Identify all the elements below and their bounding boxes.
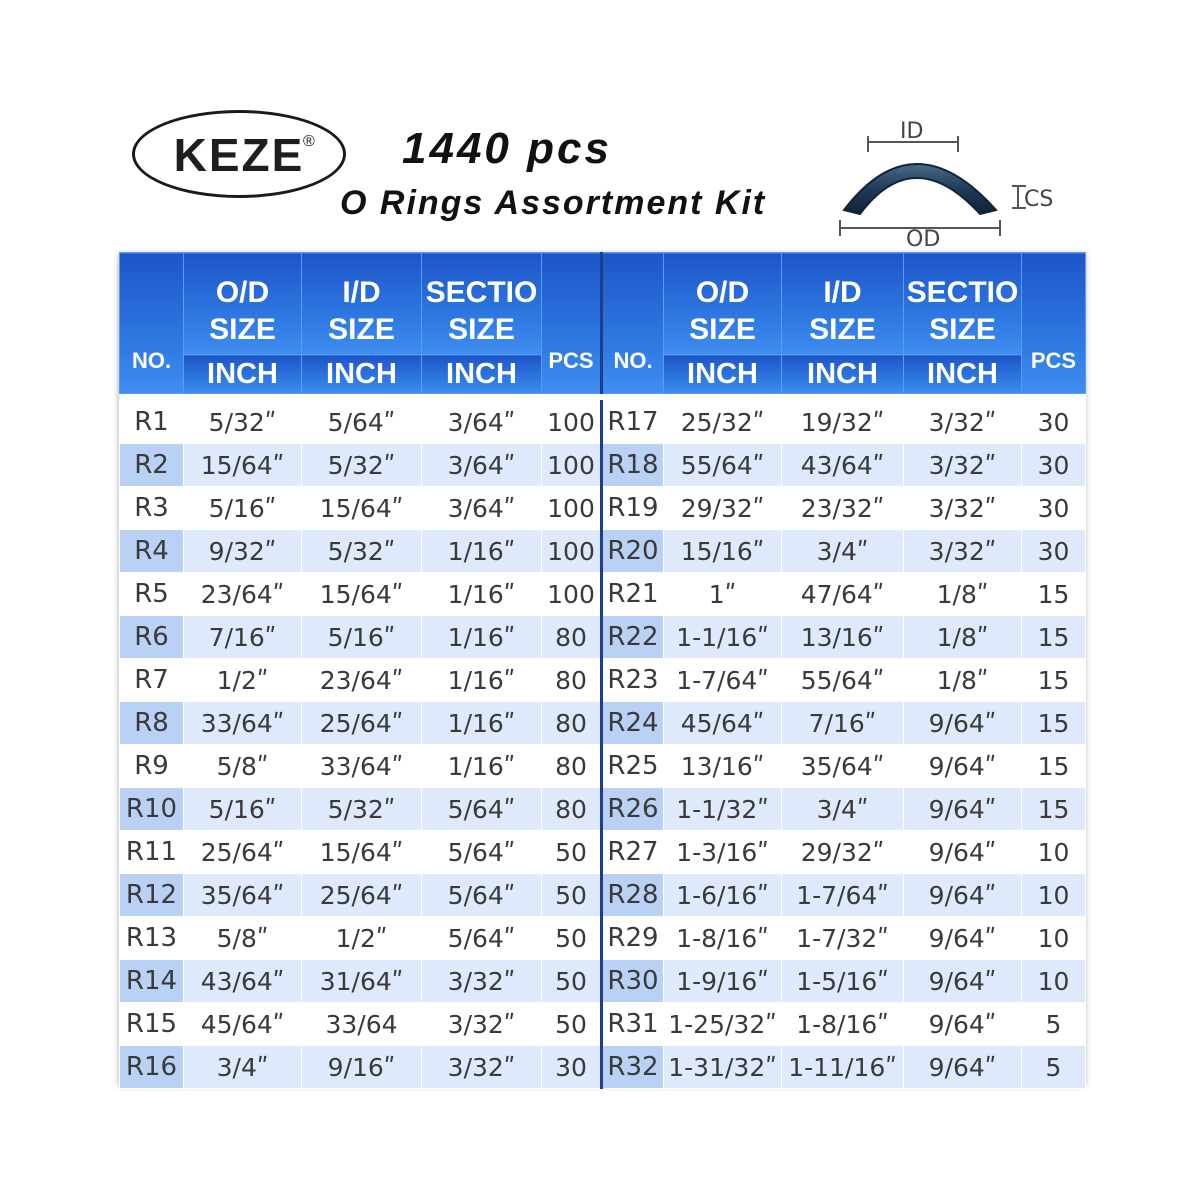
col-od-header-right: O/D SIZE	[664, 253, 782, 355]
piece-qty-cell: 30	[542, 1046, 602, 1089]
piece-qty-cell: 15	[1022, 788, 1086, 831]
ring-number-cell: R24	[602, 702, 664, 745]
unit-label: INCH	[302, 355, 422, 394]
section-size-cell: 3/32ʺ	[422, 1003, 542, 1046]
ring-number-cell: R6	[120, 616, 184, 659]
unit-label: INCH	[664, 355, 782, 394]
od-size-cell: 1-3/16ʺ	[664, 831, 782, 874]
table-row	[120, 1046, 1086, 1089]
id-size-cell: 5/32ʺ	[302, 444, 422, 487]
piece-qty-cell: 10	[1022, 831, 1086, 874]
piece-qty-cell: 30	[1022, 401, 1086, 444]
od-size-cell: 1ʺ	[664, 573, 782, 616]
id-size-cell: 23/64ʺ	[302, 659, 422, 702]
section-size-cell: 1/16ʺ	[422, 659, 542, 702]
od-size-cell: 25/64ʺ	[184, 831, 302, 874]
table-row	[120, 874, 1086, 917]
table-row	[120, 917, 1086, 960]
section-size-cell: 3/32ʺ	[904, 444, 1022, 487]
col-od-header: O/D SIZE	[184, 253, 302, 355]
od-size-cell: 55/64ʺ	[664, 444, 782, 487]
table-row	[120, 788, 1086, 831]
section-size-cell: 5/64ʺ	[422, 917, 542, 960]
piece-qty-cell: 10	[1022, 960, 1086, 1003]
od-size-cell: 1-9/16ʺ	[664, 960, 782, 1003]
piece-qty-cell: 80	[542, 659, 602, 702]
piece-qty-cell: 50	[542, 917, 602, 960]
ring-number-cell: R2	[120, 444, 184, 487]
brand-name: KEZE	[173, 129, 305, 181]
od-size-cell: 3/4ʺ	[184, 1046, 302, 1089]
ring-number-cell: R29	[602, 917, 664, 960]
col-id-header-right: I/D SIZE	[782, 253, 904, 355]
od-size-cell: 5/8ʺ	[184, 745, 302, 788]
piece-qty-cell: 15	[1022, 616, 1086, 659]
ring-number-cell: R15	[120, 1003, 184, 1046]
piece-count: 1440 pcs	[402, 124, 612, 173]
piece-qty-cell: 15	[1022, 702, 1086, 745]
o-ring-size-table	[119, 252, 1085, 1084]
id-size-cell: 5/16ʺ	[302, 616, 422, 659]
unit-label: INCH	[904, 355, 1022, 394]
id-size-cell: 33/64	[302, 1003, 422, 1046]
ring-number-cell: R14	[120, 960, 184, 1003]
section-size-cell: 5/64ʺ	[422, 788, 542, 831]
section-size-cell: 5/64ʺ	[422, 831, 542, 874]
ring-number-cell: R32	[602, 1046, 664, 1089]
od-size-cell: 25/32ʺ	[664, 401, 782, 444]
piece-qty-cell: 80	[542, 745, 602, 788]
ring-number-cell: R17	[602, 401, 664, 444]
piece-qty-cell: 5	[1022, 1003, 1086, 1046]
piece-qty-cell: 5	[1022, 1046, 1086, 1089]
table-row	[120, 530, 1086, 573]
section-size-cell: 1/8ʺ	[904, 573, 1022, 616]
table-row	[120, 831, 1086, 874]
ring-number-cell: R1	[120, 401, 184, 444]
od-size-cell: 1-6/16ʺ	[664, 874, 782, 917]
id-label: ID	[900, 119, 924, 144]
ring-number-cell: R16	[120, 1046, 184, 1089]
o-ring-arc	[844, 164, 996, 214]
id-size-cell: 29/32ʺ	[782, 831, 904, 874]
id-size-cell: 9/16ʺ	[302, 1046, 422, 1089]
ring-number-cell: R10	[120, 788, 184, 831]
piece-qty-cell: 80	[542, 788, 602, 831]
od-size-cell: 43/64ʺ	[184, 960, 302, 1003]
section-size-cell: 9/64ʺ	[904, 874, 1022, 917]
od-size-cell: 45/64ʺ	[664, 702, 782, 745]
id-size-cell: 19/32ʺ	[782, 401, 904, 444]
od-size-cell: 15/16ʺ	[664, 530, 782, 573]
piece-qty-cell: 100	[542, 573, 602, 616]
id-size-cell: 1-7/64ʺ	[782, 874, 904, 917]
id-size-cell: 25/64ʺ	[302, 702, 422, 745]
section-size-cell: 1/16ʺ	[422, 530, 542, 573]
piece-qty-cell: 30	[1022, 444, 1086, 487]
section-size-cell: 3/32ʺ	[904, 487, 1022, 530]
od-size-cell: 1-31/32ʺ	[664, 1046, 782, 1089]
id-size-cell: 55/64ʺ	[782, 659, 904, 702]
piece-qty-cell: 10	[1022, 917, 1086, 960]
col-no-header: NO.	[120, 253, 184, 394]
section-size-cell: 3/32ʺ	[422, 1046, 542, 1089]
unit-label: INCH	[422, 355, 542, 394]
ring-number-cell: R18	[602, 444, 664, 487]
piece-qty-cell: 15	[1022, 659, 1086, 702]
section-size-cell: 3/64ʺ	[422, 401, 542, 444]
registered-mark: ®	[303, 133, 315, 150]
section-size-cell: 9/64ʺ	[904, 960, 1022, 1003]
ring-number-cell: R7	[120, 659, 184, 702]
ring-number-cell: R28	[602, 874, 664, 917]
ring-number-cell: R26	[602, 788, 664, 831]
id-size-cell: 25/64ʺ	[302, 874, 422, 917]
id-size-cell: 5/64ʺ	[302, 401, 422, 444]
ring-number-cell: R31	[602, 1003, 664, 1046]
piece-qty-cell: 80	[542, 616, 602, 659]
section-size-cell: 1/8ʺ	[904, 659, 1022, 702]
ring-number-cell: R27	[602, 831, 664, 874]
od-size-cell: 7/16ʺ	[184, 616, 302, 659]
section-size-cell: 9/64ʺ	[904, 1003, 1022, 1046]
id-size-cell: 33/64ʺ	[302, 745, 422, 788]
col-pcs-header: PCS	[542, 253, 602, 394]
od-size-cell: 23/64ʺ	[184, 573, 302, 616]
piece-qty-cell: 100	[542, 487, 602, 530]
id-size-cell: 1-8/16ʺ	[782, 1003, 904, 1046]
piece-qty-cell: 50	[542, 831, 602, 874]
section-size-cell: 9/64ʺ	[904, 745, 1022, 788]
section-size-cell: 9/64ʺ	[904, 788, 1022, 831]
id-size-cell: 5/32ʺ	[302, 530, 422, 573]
od-size-cell: 13/16ʺ	[664, 745, 782, 788]
section-size-cell: 1/16ʺ	[422, 702, 542, 745]
section-size-cell: 9/64ʺ	[904, 702, 1022, 745]
piece-qty-cell: 50	[542, 960, 602, 1003]
od-size-cell: 5/8ʺ	[184, 917, 302, 960]
id-size-cell: 43/64ʺ	[782, 444, 904, 487]
od-size-cell: 29/32ʺ	[664, 487, 782, 530]
o-ring-diagram	[830, 112, 1070, 252]
table-row	[120, 960, 1086, 1003]
ring-number-cell: R20	[602, 530, 664, 573]
piece-qty-cell: 10	[1022, 874, 1086, 917]
table-row	[120, 487, 1086, 530]
id-size-cell: 5/32ʺ	[302, 788, 422, 831]
od-size-cell: 9/32ʺ	[184, 530, 302, 573]
table-row	[120, 1003, 1086, 1046]
unit-label: INCH	[184, 355, 302, 394]
piece-qty-cell: 100	[542, 530, 602, 573]
col-section-header-right: SECTIO SIZE	[904, 253, 1022, 355]
ring-number-cell: R19	[602, 487, 664, 530]
id-size-cell: 23/32ʺ	[782, 487, 904, 530]
id-size-cell: 3/4ʺ	[782, 788, 904, 831]
col-pcs-header-right: PCS	[1022, 253, 1086, 394]
header-row-labels	[120, 253, 1086, 355]
od-size-cell: 1/2ʺ	[184, 659, 302, 702]
section-size-cell: 1/8ʺ	[904, 616, 1022, 659]
section-size-cell: 1/16ʺ	[422, 616, 542, 659]
ring-number-cell: R12	[120, 874, 184, 917]
piece-qty-cell: 80	[542, 702, 602, 745]
od-size-cell: 1-25/32ʺ	[664, 1003, 782, 1046]
section-size-cell: 1/16ʺ	[422, 745, 542, 788]
table-row	[120, 659, 1086, 702]
col-id-header: I/D SIZE	[302, 253, 422, 355]
col-no-header-right: NO.	[602, 253, 664, 394]
ring-number-cell: R4	[120, 530, 184, 573]
table-row	[120, 573, 1086, 616]
od-size-cell: 45/64ʺ	[184, 1003, 302, 1046]
id-size-cell: 1-11/16ʺ	[782, 1046, 904, 1089]
table-row	[120, 702, 1086, 745]
cs-label: CS	[1024, 187, 1054, 212]
od-size-cell: 35/64ʺ	[184, 874, 302, 917]
table-row	[120, 616, 1086, 659]
ring-number-cell: R23	[602, 659, 664, 702]
ring-number-cell: R3	[120, 487, 184, 530]
section-size-cell: 9/64ʺ	[904, 917, 1022, 960]
ring-number-cell: R22	[602, 616, 664, 659]
od-size-cell: 5/32ʺ	[184, 401, 302, 444]
col-section-header: SECTIO SIZE	[422, 253, 542, 355]
table-row	[120, 444, 1086, 487]
table-row	[120, 745, 1086, 788]
ring-number-cell: R30	[602, 960, 664, 1003]
id-size-cell: 15/64ʺ	[302, 831, 422, 874]
ring-number-cell: R25	[602, 745, 664, 788]
od-label: OD	[906, 227, 941, 252]
od-size-cell: 5/16ʺ	[184, 487, 302, 530]
ring-number-cell: R13	[120, 917, 184, 960]
piece-qty-cell: 100	[542, 401, 602, 444]
section-size-cell: 9/64ʺ	[904, 1046, 1022, 1089]
piece-qty-cell: 30	[1022, 487, 1086, 530]
id-size-cell: 1-7/32ʺ	[782, 917, 904, 960]
id-size-cell: 31/64ʺ	[302, 960, 422, 1003]
od-size-cell: 1-7/64ʺ	[664, 659, 782, 702]
ring-number-cell: R8	[120, 702, 184, 745]
id-size-cell: 3/4ʺ	[782, 530, 904, 573]
piece-qty-cell: 50	[542, 1003, 602, 1046]
ring-number-cell: R5	[120, 573, 184, 616]
ring-number-cell: R11	[120, 831, 184, 874]
piece-qty-cell: 30	[1022, 530, 1086, 573]
section-size-cell: 5/64ʺ	[422, 874, 542, 917]
id-size-cell: 1-5/16ʺ	[782, 960, 904, 1003]
od-size-cell: 1-1/16ʺ	[664, 616, 782, 659]
ring-number-cell: R9	[120, 745, 184, 788]
id-size-cell: 15/64ʺ	[302, 573, 422, 616]
id-size-cell: 1/2ʺ	[302, 917, 422, 960]
section-size-cell: 1/16ʺ	[422, 573, 542, 616]
od-size-cell: 33/64ʺ	[184, 702, 302, 745]
id-size-cell: 35/64ʺ	[782, 745, 904, 788]
id-size-cell: 47/64ʺ	[782, 573, 904, 616]
product-subtitle: O Rings Assortment Kit	[340, 184, 767, 222]
section-size-cell: 3/32ʺ	[904, 401, 1022, 444]
section-size-cell: 3/64ʺ	[422, 487, 542, 530]
od-size-cell: 1-1/32ʺ	[664, 788, 782, 831]
od-size-cell: 5/16ʺ	[184, 788, 302, 831]
brand-logo	[132, 110, 346, 198]
section-size-cell: 3/32ʺ	[904, 530, 1022, 573]
id-size-cell: 15/64ʺ	[302, 487, 422, 530]
section-size-cell: 3/64ʺ	[422, 444, 542, 487]
piece-qty-cell: 15	[1022, 745, 1086, 788]
unit-label: INCH	[782, 355, 904, 394]
id-size-cell: 7/16ʺ	[782, 702, 904, 745]
ring-number-cell: R21	[602, 573, 664, 616]
id-size-cell: 13/16ʺ	[782, 616, 904, 659]
piece-qty-cell: 50	[542, 874, 602, 917]
piece-qty-cell: 100	[542, 444, 602, 487]
table-row	[120, 401, 1086, 444]
section-size-cell: 9/64ʺ	[904, 831, 1022, 874]
od-size-cell: 15/64ʺ	[184, 444, 302, 487]
od-size-cell: 1-8/16ʺ	[664, 917, 782, 960]
piece-qty-cell: 15	[1022, 573, 1086, 616]
section-size-cell: 3/32ʺ	[422, 960, 542, 1003]
